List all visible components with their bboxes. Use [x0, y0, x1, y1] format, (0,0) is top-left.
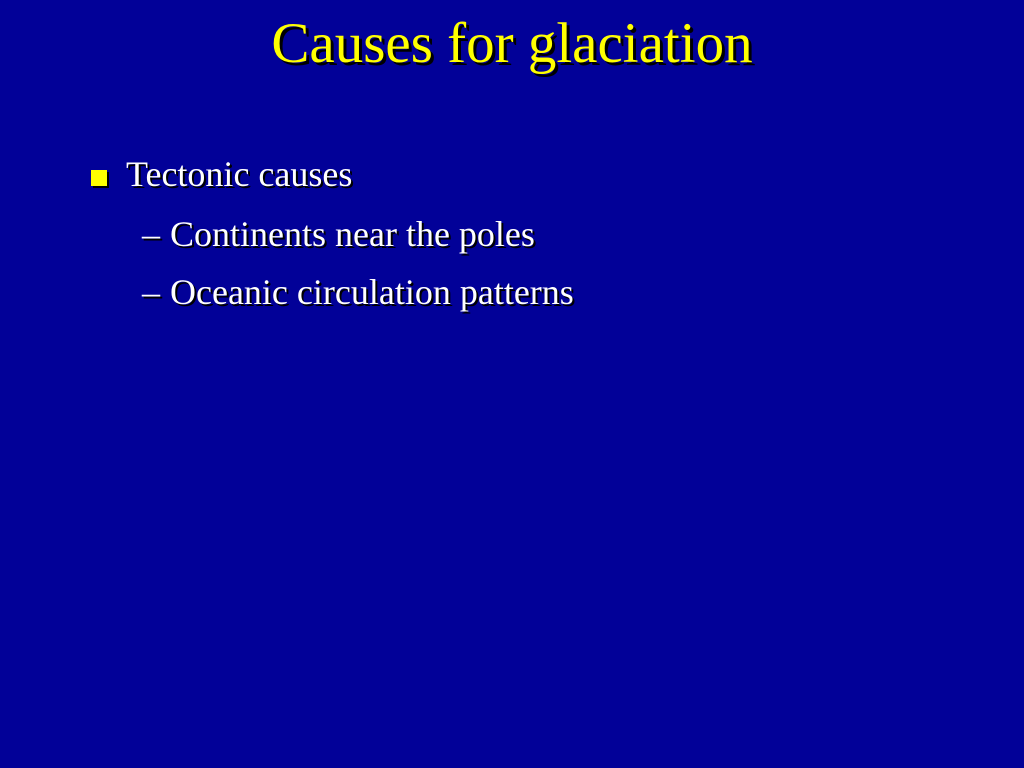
sub-bullet-item [142, 212, 535, 260]
sub-bullet-item [142, 270, 574, 318]
dash-marker: – [142, 214, 160, 254]
slide-title: Causes for glaciation [271, 12, 753, 75]
dash-marker: – [142, 272, 160, 312]
square-bullet-icon [91, 170, 107, 186]
sub-bullet-text: Oceanic circulation patterns [170, 272, 574, 312]
bullet-text: Tectonic causes [126, 154, 353, 194]
sub-bullet-text: Continents near the poles [170, 214, 535, 254]
